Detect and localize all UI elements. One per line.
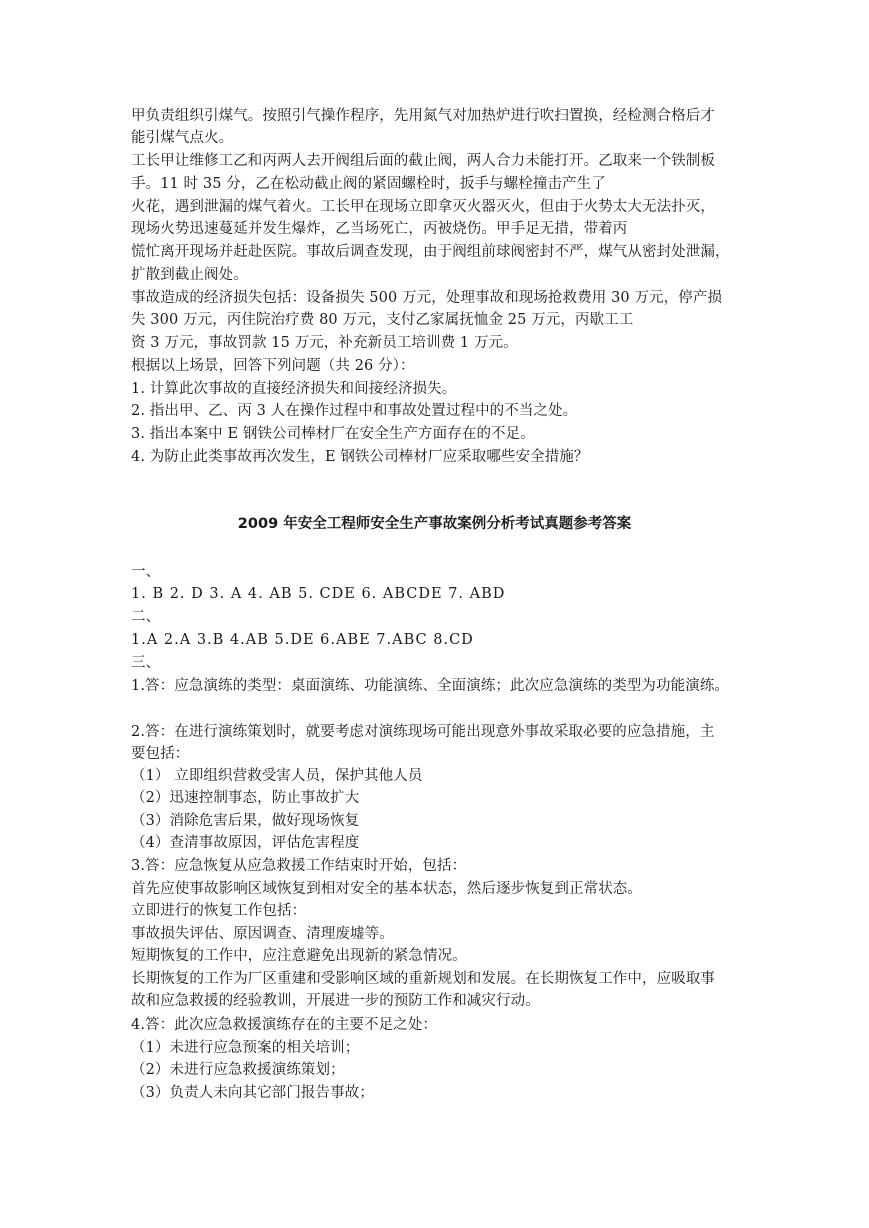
answer-q3-line: 立即进行的恢复工作包括：	[131, 903, 307, 919]
answer-q4-line: （3）负责人未向其它部门报告事故；	[131, 1085, 374, 1101]
answer-q3-line: 首先应使事故影响区域恢复到相对安全的基本状态，然后逐步恢复到正常状态。	[131, 881, 642, 897]
question-line: 1. 计算此次事故的直接经济损失和间接经济损失。	[131, 381, 457, 397]
answer-q2-line: 要包括：	[131, 746, 190, 762]
answers-title: 2009 年安全工程师安全生产事故案例分析考试真题参考答案	[237, 516, 632, 532]
answer-q4-line: （2）未进行应急救援演练策划；	[131, 1062, 345, 1078]
answer-q2-line: 2.答：在进行演练策划时，就要考虑对演练现场可能出现意外事故采取必要的应急措施，主	[131, 724, 715, 740]
scenario-line: 失 300 万元，丙住院治疗费 80 万元，支付乙家属抚恤金 25 万元，丙歇工工	[131, 312, 634, 328]
scenario-line: 甲负责组织引煤气。按照引气操作程序，先用氮气对加热炉进行吹扫置换，经检测合格后才	[131, 108, 715, 124]
scenario-line: 慌忙离开现场并赶赴医院。事故后调查发现，由于阀组前球阀密封不严，煤气从密封处泄漏，	[131, 244, 730, 260]
scenario-line: 资 3 万元，事故罚款 15 万元，补充新员工培训费 1 万元。	[131, 335, 518, 351]
answer-q3-line: 短期恢复的工作中，应注意避免出现新的紧急情况。	[131, 948, 467, 964]
section-heading: 二、	[131, 609, 161, 625]
answer-q4-line: （1）未进行应急预案的相关培训；	[131, 1040, 360, 1056]
section-heading: 三、	[131, 655, 161, 671]
answer-q3-line: 长期恢复的工作为厂区重建和受影响区域的重新规划和发展。在长期恢复工作中，应吸取事	[131, 971, 715, 987]
scenario-line: 现场火势迅速蔓延并发生爆炸，乙当场死亡，丙被烧伤。甲手足无措，带着丙	[131, 221, 628, 237]
scenario-line: 根据以上场景，回答下列问题（共 26 分）：	[131, 358, 415, 374]
section1-answers: 1. B 2. D 3. A 4. AB 5. CDE 6. ABCDE 7. ABD	[131, 586, 506, 602]
answer-q2-line: （1） 立即组织营救受害人员，保护其他人员	[131, 768, 423, 784]
answer-q3-line: 事故损失评估、原因调查、清理废墟等。	[131, 926, 394, 942]
scenario-line: 事故造成的经济损失包括：设备损失 500 万元，处理事故和现场抢救费用 30 万元，停产损	[131, 290, 723, 306]
answer-q3-line: 3.答：应急恢复从应急救援工作结束时开始，包括：	[131, 858, 467, 874]
scenario-line: 工长甲让维修工乙和丙两人去开阀组后面的截止阀，两人合力未能打开。乙取来一个铁制板	[131, 153, 715, 169]
section2-answers: 1.A 2.A 3.B 4.AB 5.DE 6.ABE 7.ABC 8.CD	[131, 632, 474, 648]
scenario-line: 扩散到截止阀处。	[131, 267, 248, 283]
answer-q2-line: （2）迅速控制事态，防止事故扩大	[131, 790, 360, 806]
scenario-line: 能引煤气点火。	[131, 130, 234, 146]
answer-q1: 1.答：应急演练的类型：桌面演练、功能演练、全面演练；此次应急演练的类型为功能演练。	[131, 678, 730, 694]
answer-q2-line: （3）消除危害后果，做好现场恢复	[131, 813, 360, 829]
question-line: 2. 指出甲、乙、丙 3 人在操作过程中和事故处置过程中的不当之处。	[131, 403, 578, 419]
section-heading: 一、	[131, 564, 161, 580]
question-line: 4. 为防止此类事故再次发生，E 钢铁公司棒材厂应采取哪些安全措施？	[131, 449, 589, 465]
question-line: 3. 指出本案中 E 钢铁公司棒材厂在安全生产方面存在的不足。	[131, 426, 535, 442]
answer-q4-line: 4.答：此次应急救援演练存在的主要不足之处：	[131, 1017, 438, 1033]
scenario-line: 手。11 时 35 分，乙在松动截止阀的紧固螺栓时，扳手与螺栓撞击产生了	[131, 176, 606, 192]
answer-q2-line: （4）查清事故原因，评估危害程度	[131, 835, 360, 851]
scenario-line: 火花，遇到泄漏的煤气着火。工长甲在现场立即拿灭火器灭火，但由于火势太大无法扑灭，	[131, 199, 715, 215]
answer-q3-line: 故和应急救援的经验教训，开展进一步的预防工作和减灾行动。	[131, 993, 540, 1009]
